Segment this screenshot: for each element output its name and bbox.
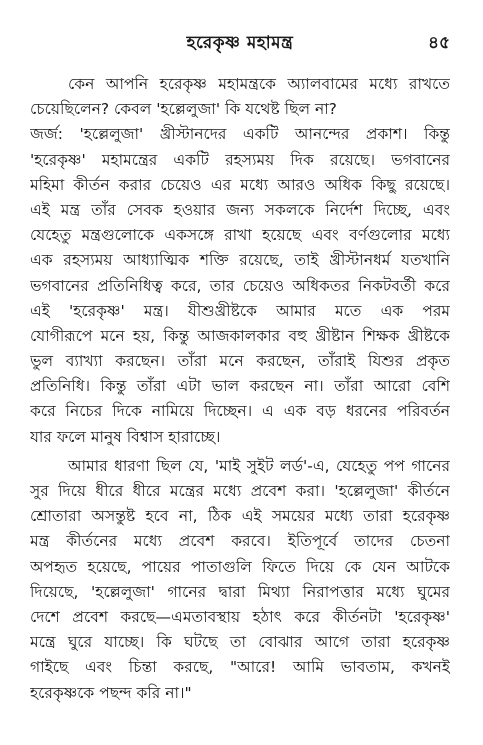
text-line: ভগবানের প্রতিনিধিত্ব করে, তার চেয়েও অধিকতর নিকটবর্তী করে — [30, 276, 450, 295]
text-line: সুর দিয়ে ধীরে ধীরে মন্ত্রের মধ্যে প্রবেশ করা। 'হল্লেলুজা' কীর্তনে — [30, 482, 450, 500]
text-line: হরেকৃষ্ণকে পছন্দ করি না।" — [30, 683, 192, 702]
text-line: শ্রোতারা অসন্তুষ্ট হবে না, ঠিক এই সময়ের মধ্যে তারা হরেকৃষ্ণ — [30, 507, 450, 526]
text-line: চেয়েছিলেন? কেবল 'হল্লেলুজা' কি যথেষ্ট ছিল না? — [30, 100, 337, 119]
text-line: দেশে প্রবেশ করছে—এমতাবস্থায় হঠাৎ করে কীর্তনটা 'হরেকৃষ্ণ' — [30, 607, 450, 626]
text-line: যোগীরূপে মনে হয়, কিন্তু আজকালকার বহু খ্রীষ্টান শিক্ষক খ্রীষ্টকে — [30, 326, 450, 345]
text-line: অপহৃত হয়েছে, পায়ের পাতাগুলি ফিতে দিয়ে কে যেন আটকে — [30, 557, 450, 576]
text-line: মন্ত্র কীর্তনের মধ্যে প্রবেশ করবে। ইতিপূর্বে তাদের চেতনা — [30, 532, 450, 551]
running-header — [30, 30, 450, 56]
text-line: জর্জ: 'হল্লেলুজা' খ্রীস্টানদের একটি আনন্দের প্রকাশ। কিন্তু — [30, 125, 450, 144]
text-line: যার ফলে মানুষ বিশ্বাস হারাচ্ছে। — [30, 427, 221, 446]
body-text — [30, 72, 450, 706]
text-line: ভুল ব্যাখ্যা করছেন। তাঁরা মনে করছেন, তাঁরাই যিশুর প্রকৃত — [30, 352, 450, 371]
text-line: আমার ধারণা ছিল যে, 'মাই সুইট লর্ড'-এ, যেহেতু পপ গানের — [68, 456, 450, 475]
text-line: মন্ত্রে ঘুরে যাচ্ছে। কি ঘটছে তা বোঝার আগে তারা হরেকৃষ্ণ — [30, 633, 450, 652]
text-line: 'হরেকৃষ্ণ' মহামন্ত্রের একটি রহস্যময় দিক রয়েছে। ভগবানের — [30, 150, 450, 169]
text-line: কেন আপনি হরেকৃষ্ণ মহামন্ত্রকে অ্যালবামের মধ্যে রাখতে — [68, 75, 450, 93]
text-line: মহিমা কীর্তন করার চেয়েও এর মধ্যে আরও অধিক কিছু রয়েছে। — [30, 175, 450, 194]
text-line: দিয়েছে, 'হল্লেলুজা' গানের দ্বারা মিথ্যা নিরাপত্তার মধ্যে ঘুমের — [30, 582, 450, 601]
text-line: এই 'হরেকৃষ্ণ' মন্ত্র। যীশুখ্রীষ্টকে আমার মতে এক পরম — [30, 301, 450, 320]
text-line: গাইছে এবং চিন্তা করছে, "আরে! আমি ভাবতাম, কখনই — [30, 658, 450, 677]
text-line: এই মন্ত্র তাঁর সেবক হওয়ার জন্য সকলকে নির্দেশ দিচ্ছে, এবং — [30, 200, 450, 219]
page-number: ৪৫ — [427, 33, 450, 53]
text-line: এক রহস্যময় আধ্যাত্মিক শক্তি রয়েছে, তাই খ্রীস্টানধর্ম যতখানি — [30, 251, 450, 270]
text-line: প্রতিনিধি। কিন্তু তাঁরা এটা ভাল করছেন না। তাঁরা আরো বেশি — [30, 377, 450, 396]
running-title: হরেকৃষ্ণ মহামন্ত্র — [186, 33, 294, 53]
text-line: করে নিচের দিকে নামিয়ে দিচ্ছেন। এ এক বড় ধরনের পরিবর্তন — [30, 402, 450, 421]
text-line: যেহেতু মন্ত্রগুলোকে একসঙ্গে রাখা হয়েছে এবং বর্ণগুলোর মধ্যে — [30, 226, 450, 245]
